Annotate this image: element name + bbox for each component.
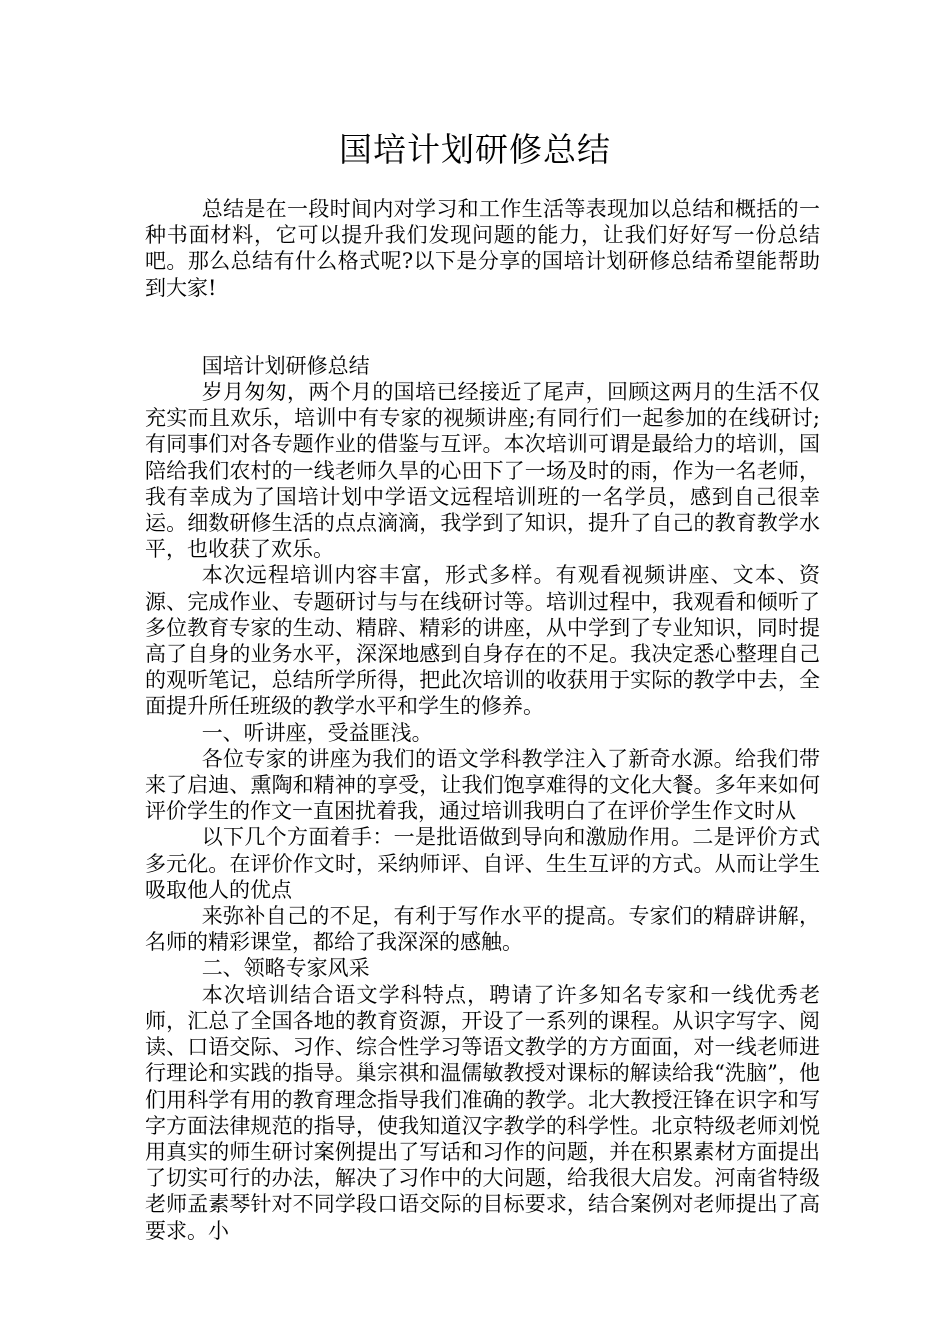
document-title: 国培计划研修总结 (339, 130, 611, 169)
body-paragraph: 本次培训结合语文学科特点，聘请了许多知名专家和一线优秀老师，汇总了全国各地的教育资源，开设了一系列的课程。从识字写字、阅读、口语交际、习作、综合性学习等语文教学的方方面面，对一线老师进行理论和实践的指导。巢宗祺和温儒敏教授对课标的解读给我“洗脑”，他们用科学有用的教育理念指导我们准确的教学。北大教授汪锋在识字和写字方面法律规范的指导，使我知道汉字教学的科学性。北京特级老师刘悦用真实的师生研讨案例提出了写话和习作的问题，并在积累素材方面提出了切实可行的办法，解决了习作中的大问题，给我很大启发。河南省特级老师孟素琴针对不同学段口语交际的目标要求，结合案例对老师提出了高要求。小 (145, 982, 820, 1243)
subheading-experts: 二、领略专家风采 (201, 956, 370, 981)
intro-paragraph: 总结是在一段时间内对学习和工作生活等表现加以总结和概括的一种书面材料，它可以提升我们发现问题的能力，让我们好好写一份总结吧。那么总结有什么格式呢?以下是分享的国培计划研修总结希望能帮助到大家! (145, 197, 820, 300)
document-body (145, 196, 820, 1244)
body-paragraph: 来弥补自己的不足，有利于写作水平的提高。专家们的精辟讲解，名师的精彩课堂，都给了我深深的感触。 (145, 904, 820, 955)
body-paragraph: 各位专家的讲座为我们的语文学科教学注入了新奇水源。给我们带来了启迪、熏陶和精神的享受，让我们饱享难得的文化大餐。多年来如何评价学生的作文一直困扰着我，通过培训我明白了在评价学生作文时从 (145, 746, 820, 824)
subheading-lectures: 一、听讲座，受益匪浅。 (201, 720, 433, 745)
body-paragraph: 本次远程培训内容丰富，形式多样。有观看视频讲座、文本、资源、完成作业、专题研讨与与在线研讨等。培训过程中，我观看和倾听了多位教育专家的生动、精辟、精彩的讲座，从中学到了专业知识，同时提高了自身的业务水平，深深地感到自身存在的不足。我决定悉心整理自己的观听笔记，总结所学所得，把此次培训的收获用于实际的教学中去，全面提升所任班级的教学水平和学生的修养。 (145, 563, 820, 719)
body-paragraph: 岁月匆匆，两个月的国培已经接近了尾声，回顾这两月的生活不仅充实而且欢乐，培训中有专家的视频讲座;有同行们一起参加的在线研讨;有同事们对各专题作业的借鉴与互评。本次培训可谓是最给力的培训，国陪给我们农村的一线老师久旱的心田下了一场及时的雨，作为一名老师，我有幸成为了国培计划中学语文远程培训班的一名学员，感到自己很幸运。细数研修生活的点点滴滴，我学到了知识，提升了自己的教育教学水平，也收获了欢乐。 (145, 380, 820, 562)
section-heading: 国培计划研修总结 (201, 353, 370, 378)
body-paragraph: 以下几个方面着手：一是批语做到导向和激励作用。二是评价方式多元化。在评价作文时，采纳师评、自评、生生互评的方式。从而让学生吸取他人的优点 (145, 825, 820, 902)
